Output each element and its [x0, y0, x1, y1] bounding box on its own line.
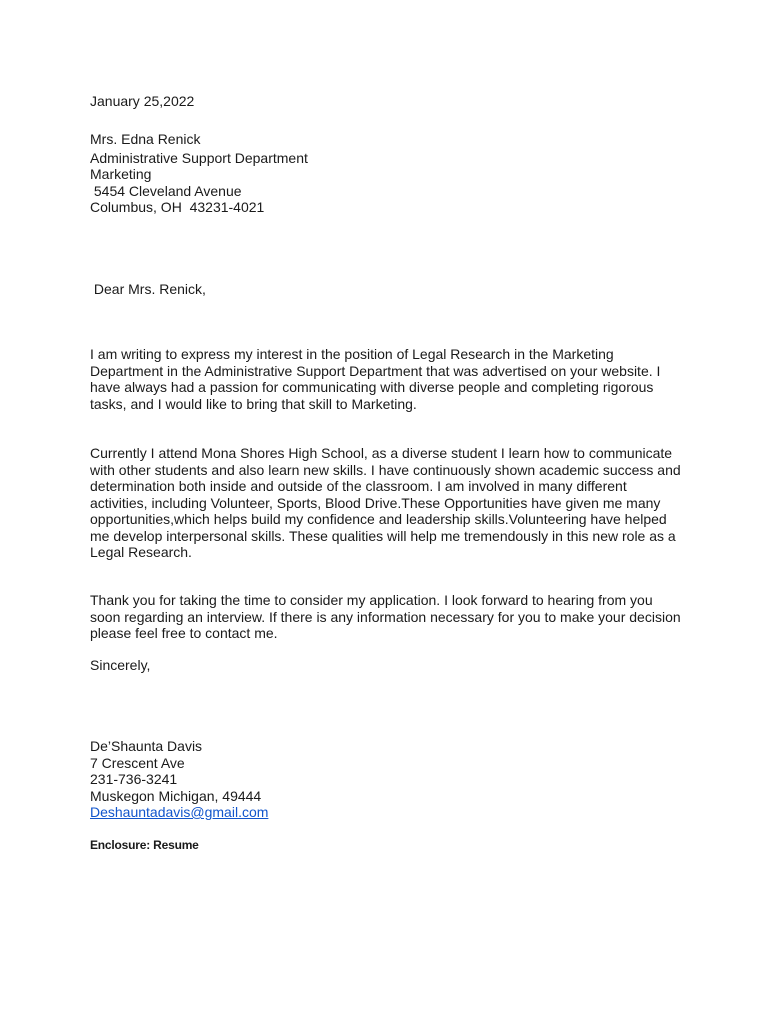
recipient-name: Mrs. Edna Renick	[90, 131, 201, 147]
paragraph-line: determination both inside and outside of the classroom. I am involved in many different	[90, 478, 627, 494]
recipient-department: Administrative Support Department	[90, 150, 308, 166]
sender-street: 7 Crescent Ave	[90, 755, 185, 771]
letter-date: January 25,2022	[90, 93, 195, 109]
recipient-company: Marketing	[90, 166, 152, 182]
paragraph-line: have always had a passion for communicating with diverse people and completing rigorous	[90, 379, 654, 395]
paragraph-line: soon regarding an interview. If there is any information necessary for you to make your decision	[90, 608, 681, 625]
recipient-street: 5454 Cleveland Avenue	[90, 183, 242, 199]
enclosure-note: Enclosure: Resume	[90, 838, 199, 852]
paragraph-thanks	[90, 592, 690, 642]
paragraph-line: tasks, and I would like to bring that skill to Marketing.	[90, 395, 417, 412]
paragraph-line: Thank you for taking the time to consider my application. I look forward to hearing from you	[90, 592, 653, 608]
paragraph-line: activities, including Volunteer, Sports, Blood Drive.These Opportunities have given me many	[90, 494, 661, 511]
sender-email-link[interactable]: Deshauntadavis@gmail.com	[90, 804, 269, 820]
paragraph-line: with other students and also learn new skills. I have continuously shown academic success and	[90, 461, 681, 478]
sender-phone: 231-736-3241	[90, 771, 178, 787]
closing: Sincerely,	[90, 657, 151, 673]
paragraph-line: opportunities,which helps build my confidence and leadership skills.Volunteering have helped	[90, 511, 667, 527]
paragraph-line: Legal Research.	[90, 544, 192, 560]
paragraph-line: Department in the Administrative Support Department that was advertised on your website. I	[90, 362, 661, 379]
salutation: Dear Mrs. Renick,	[90, 281, 206, 297]
paragraph-interest	[90, 346, 690, 412]
paragraph-background	[90, 445, 690, 561]
paragraph-line: Currently I attend Mona Shores High School, as a diverse student I learn how to communicate	[90, 445, 673, 461]
sender-name: De’Shaunta Davis	[90, 738, 203, 754]
paragraph-line: I am writing to express my interest in the position of Legal Research in the Marketing	[90, 346, 614, 362]
paragraph-line: please feel free to contact me.	[90, 625, 278, 641]
sender-city: Muskegon Michigan, 49444	[90, 788, 262, 804]
paragraph-line: me develop interpersonal skills. These qualities will help me tremendously in this new role as a	[90, 527, 676, 544]
recipient-city: Columbus, OH 43231-4021	[90, 199, 265, 215]
